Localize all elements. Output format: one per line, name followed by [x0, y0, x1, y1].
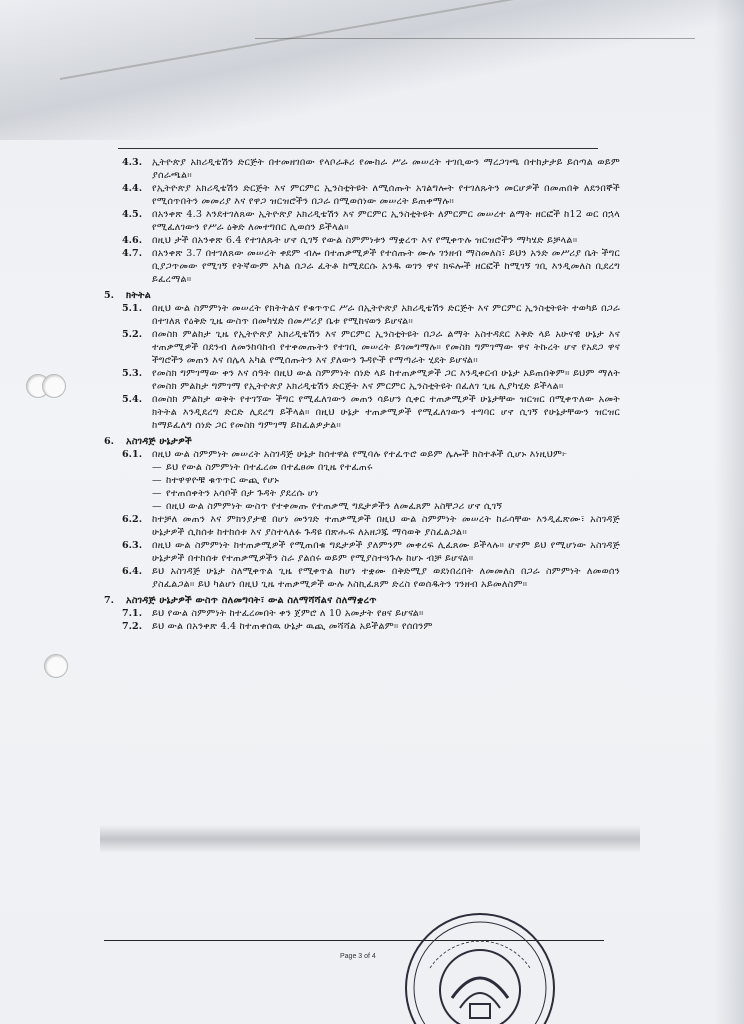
- document-body: [100, 156, 620, 633]
- clause-number: 6.4.: [122, 566, 143, 577]
- clause-text: አስገዳጅ ሁኔታዎች: [126, 436, 192, 447]
- bullet-dash: —: [152, 475, 162, 486]
- clause-text: በዚህ ውል ስምምነት ከተጠቃሚዎች የሚጠበቁ ግዴታዎች ያለምንም መቀረፍ ሊፈጸሙ ይችላሉ። ሆኖም ይህ የሚሆነው አስገዳጅ ሁኔታዎች በተከሰቱ የተጠቃሚዎችን ስራ ያልሰሩ ወይም የሚያስተጓጉሉ ከሆኑ ብቻ ይሆናል።: [152, 540, 620, 564]
- clause-text: ይህ የውል ስምምነት ከተፈረመበት ቀን ጀምሮ ለ 10 አመታት የፀና ይሆናል።: [152, 608, 424, 619]
- clause: [100, 513, 620, 539]
- clause-text: አስገዳጅ ሁኔታዎች ውስጥ ስለመግባት፣ ውል ስለማሻሻልና ስለማቋረጥ: [126, 595, 377, 606]
- section-heading: [104, 289, 620, 302]
- list-item: [100, 487, 620, 500]
- clause: [100, 247, 620, 286]
- clause: [100, 328, 620, 367]
- bullet-dash: —: [152, 462, 162, 473]
- clause-number: 7.1.: [122, 608, 143, 619]
- clause-number: 5.1.: [122, 303, 143, 314]
- clause-number: 5.3.: [122, 368, 143, 379]
- clause-number: 4.5.: [122, 209, 143, 220]
- clause-text: ከተዋዋዮቹ ቁጥጥር ውጪ የሆኑ: [166, 475, 280, 486]
- clause-text: በመስክ ምልከታ ጊዜ የኢትዮጵያ አክሪዲቴሽን እና ምርምር ኢንስቲትዩት በጋራ ልማት አስተዳደር እቅድ ላይ አሁናዊ ሁኔታ እና ተጠቃሚዎች በደንብ ለመንከባከብ የተቀመጡትን የተገቢ መሠረት ይገመግማሉ። የመስክ ግምገማው ዋና ትኩረት ሆኖ የአደጋ ዋና ችግሮችን መጠን እና በሌላ አካል የሚሰጡትን እና ያለውን ጉዳዮች የማጣራት ሂደት ይሆናል።: [152, 329, 620, 366]
- clause-number: 6.1.: [122, 449, 143, 460]
- clause-text: የተጠሰቀትን አሳቦች በታ ጉዳት ያደረሱ ሆነ: [166, 488, 319, 499]
- list-item: [100, 500, 620, 513]
- clause-number: 6.2.: [122, 514, 143, 525]
- clause-text: ኢትዮጵያ አክሪዲቴሽን ድርጅት በተመዘገበው የላቦራቶሪ የሙከራ ሥራ መሠረት ተገቢውን ማረጋገጫ በተከታታይ ይሰጣል ወይም ያሰራጫል።: [152, 157, 620, 181]
- official-seal-icon: [400, 908, 560, 1024]
- clause-text: በአንቀጽ 3.7 በተገለጸው መሠረት ቀደም ብሎ በተጠቃሚዎች የተሰጡት ሙሉ ገንዘብ ማስመለስ፣ ይህን አንድ መሥሪያ ቤት ችግር ቢያጋጥመው የሚገኝ የትኛውም አካል በጋራ ፈትቶ ከሚደርሱ አንዱ ወገን ዋና ክፍሎች ዘርፎች ከሚገኝ ገቢ እንዲመለስ ቢደረግ ይፈረማል።: [152, 248, 620, 285]
- clause-number: 4.6.: [122, 235, 143, 246]
- clause-number: 6.: [104, 436, 115, 447]
- clause-text: በአንቀጽ 4.3 እንደተገለጸው ኢትዮጵያ አክሪዲቴሽን እና ምርምር ኢንስቲትዩት ለምርምር መሠረተ ልማት ዘርፎች ከ12 ወር በኋላ የሚፈለገውን የሥራ ዕቅድ ለመተግበር ሊወሰን ይችላል።: [152, 209, 620, 233]
- clause-text: በዚህ ታች በአንቀጽ 6.4 የተገለጹት ሆኖ ሲገኝ የውል ስምምነቱን ማቋረጥ እና የሚቀጥሉ ዝርዝሮችን ማካሄድ ይቻላል።: [152, 235, 578, 246]
- clause-number: 7.2.: [122, 621, 143, 632]
- scan-smudge: [100, 825, 640, 853]
- page-number: Page 3 of 4: [340, 953, 376, 960]
- list-item: [100, 474, 620, 487]
- list-item: [100, 461, 620, 474]
- punch-hole-icon: [42, 374, 66, 398]
- clause: [100, 565, 620, 591]
- section-heading: [104, 594, 620, 607]
- clause-text: ክትትል: [126, 290, 152, 301]
- clause: [100, 448, 620, 461]
- clause-text: የኢትዮጵያ አክሪዲቴሽን ድርጅት እና ምርምር ኢንስቲትዩት ለሚሰጡት አገልግሎት የተገለጹትን መርሆዎች በመጠበቅ ለደንበኞች የሚሰጥበትን መመሪያ እና የዋጋ ዝርዝሮችን በጋራ በሚወሰነው መሠረት ይጠቀማሉ።: [152, 183, 620, 207]
- clause-number: 6.3.: [122, 540, 143, 551]
- clause-number: 5.2.: [122, 329, 143, 340]
- clause-number: 7.: [104, 595, 115, 606]
- clause-text: በዚህ ውል ስምምነት መሠረት አስገዳጅ ሁኔታ ከሰተዋል የሚባሉ የተፈጥሮ ወይም ሌሎች ክስተቶች ሲሆኑ እነዚህም፦: [152, 449, 568, 460]
- header-rule: [118, 148, 598, 149]
- clause-text: የመስክ ግምገማው ቀን እና ሰዓት በዚህ ውል ስምምነት ሰነድ ላይ ከተጠቃሚዎች ጋር እንዲቀርብ ሁኔታ አይጠበቅም። ይህም ማለት የመስክ ምልከታ ግምገማ የኢትዮጵያ አክሪዲቴሽን ድርጅት እና ምርምር ኢንስቲትዩት በፈለገ ጊዜ ሊያካሂድ ይችላል።: [152, 368, 620, 392]
- clause-number: 4.7.: [122, 248, 143, 259]
- clause-text: በመስክ ምልከታ ወቅት የተገኘው ችግር የሚፈለገውን መጠን ሳይሆን ሲቀር ተጠቃሚዎች ሁኔታቸው ዝርዝር በሚቀጥለው አመት ክትትል እንዲደረግ ድርድ ሊደረግ ይችላል። በዚህ ሁኔታ ተጠቃሚዎች የሚፈለገውን ተግባር ሆኖ ሲገኝ የሁኔታቸውን ዝርዝር ከማይፈለግ ሰነድ ጋር የመስክ ግምገማ ይከፈልዎታል።: [152, 394, 620, 431]
- clause: [100, 208, 620, 234]
- clause: [100, 539, 620, 565]
- clause-number: 5.4.: [122, 394, 143, 405]
- clause: [100, 234, 620, 247]
- clause: [100, 620, 620, 633]
- bullet-dash: —: [152, 488, 162, 499]
- clause-text: በዚህ ውል ስምምነት ውስጥ የተቀመጡ የተጠቃሚ ግዴታዎችን ለመፈጸም አስቸጋሪ ሆኖ ሲገኝ: [166, 501, 503, 512]
- clause-number: 4.3.: [122, 157, 143, 168]
- top-rule: [255, 38, 695, 39]
- clause-text: ይህ ውል በአንቀጽ 4.4 ከተጠቀሰዉ ሁኔታ ዉጪ መሻሻል አይችልም። የሰበንም: [152, 621, 433, 632]
- clause: [100, 182, 620, 208]
- clause-text: በዚህ ውል ስምምነት መሠረት የክትትልና የቁጥጥር ሥራ በኢትዮጵያ አክሪዲቴሽን ድርጅት እና ምርምር ኢንስቲትዩት ተወካይ በጋራ በተገለጸ የዕቅድ ጊዜ ውስጥ በመካሄድ በመሥሪያ ቤቱ የሚከናወን ይሆናል።: [152, 303, 620, 327]
- clause: [100, 156, 620, 182]
- clause-text: ይህ የውል ስምምነት በተፈረመ በተፈፀመ በጊዜ የተፈጠሩ: [166, 462, 373, 473]
- clause: [100, 367, 620, 393]
- clause-number: 5.: [104, 290, 115, 301]
- section-heading: [104, 435, 620, 448]
- clause-text: ከተቻለ መጠን እና ምክንያታዊ በሆነ መንገድ ተጠቃሚዎች በዚህ ውል ስምምነት መሠረት ከራሳቸው እንዲፈጽሙ፣ አስገዳጅ ሁኔታዎች ሲከሰቱ ከተከሰቱ እና ያስተላለፉ ጉዳዩ በጽሑፍ ለአዘጋጁ ማሳወቅ ያስፈልጋል።: [152, 514, 620, 538]
- right-edge-shadow: [714, 0, 744, 1024]
- clause-number: 4.4.: [122, 183, 143, 194]
- clause: [100, 607, 620, 620]
- punch-hole-icon: [44, 654, 68, 678]
- clause: [100, 393, 620, 432]
- bullet-dash: —: [152, 501, 162, 512]
- clause: [100, 302, 620, 328]
- clause-text: ይህ አስገዳጅ ሁኔታ ስለሚቀጥል ጊዜ የሚቀጥል ከሆነ ተቋሙ በቅድሚያ ወደነበረበት ለመመለስ በጋራ ስምምነት ለመወሰን ያስፈልጋል። ይህ ካልሆነ በዚህ ጊዜ ተጠቃሚዎች ውሉ እስኪፈጸም ድረስ የወሰዱትን ገንዘብ አይመለስም።: [152, 566, 620, 590]
